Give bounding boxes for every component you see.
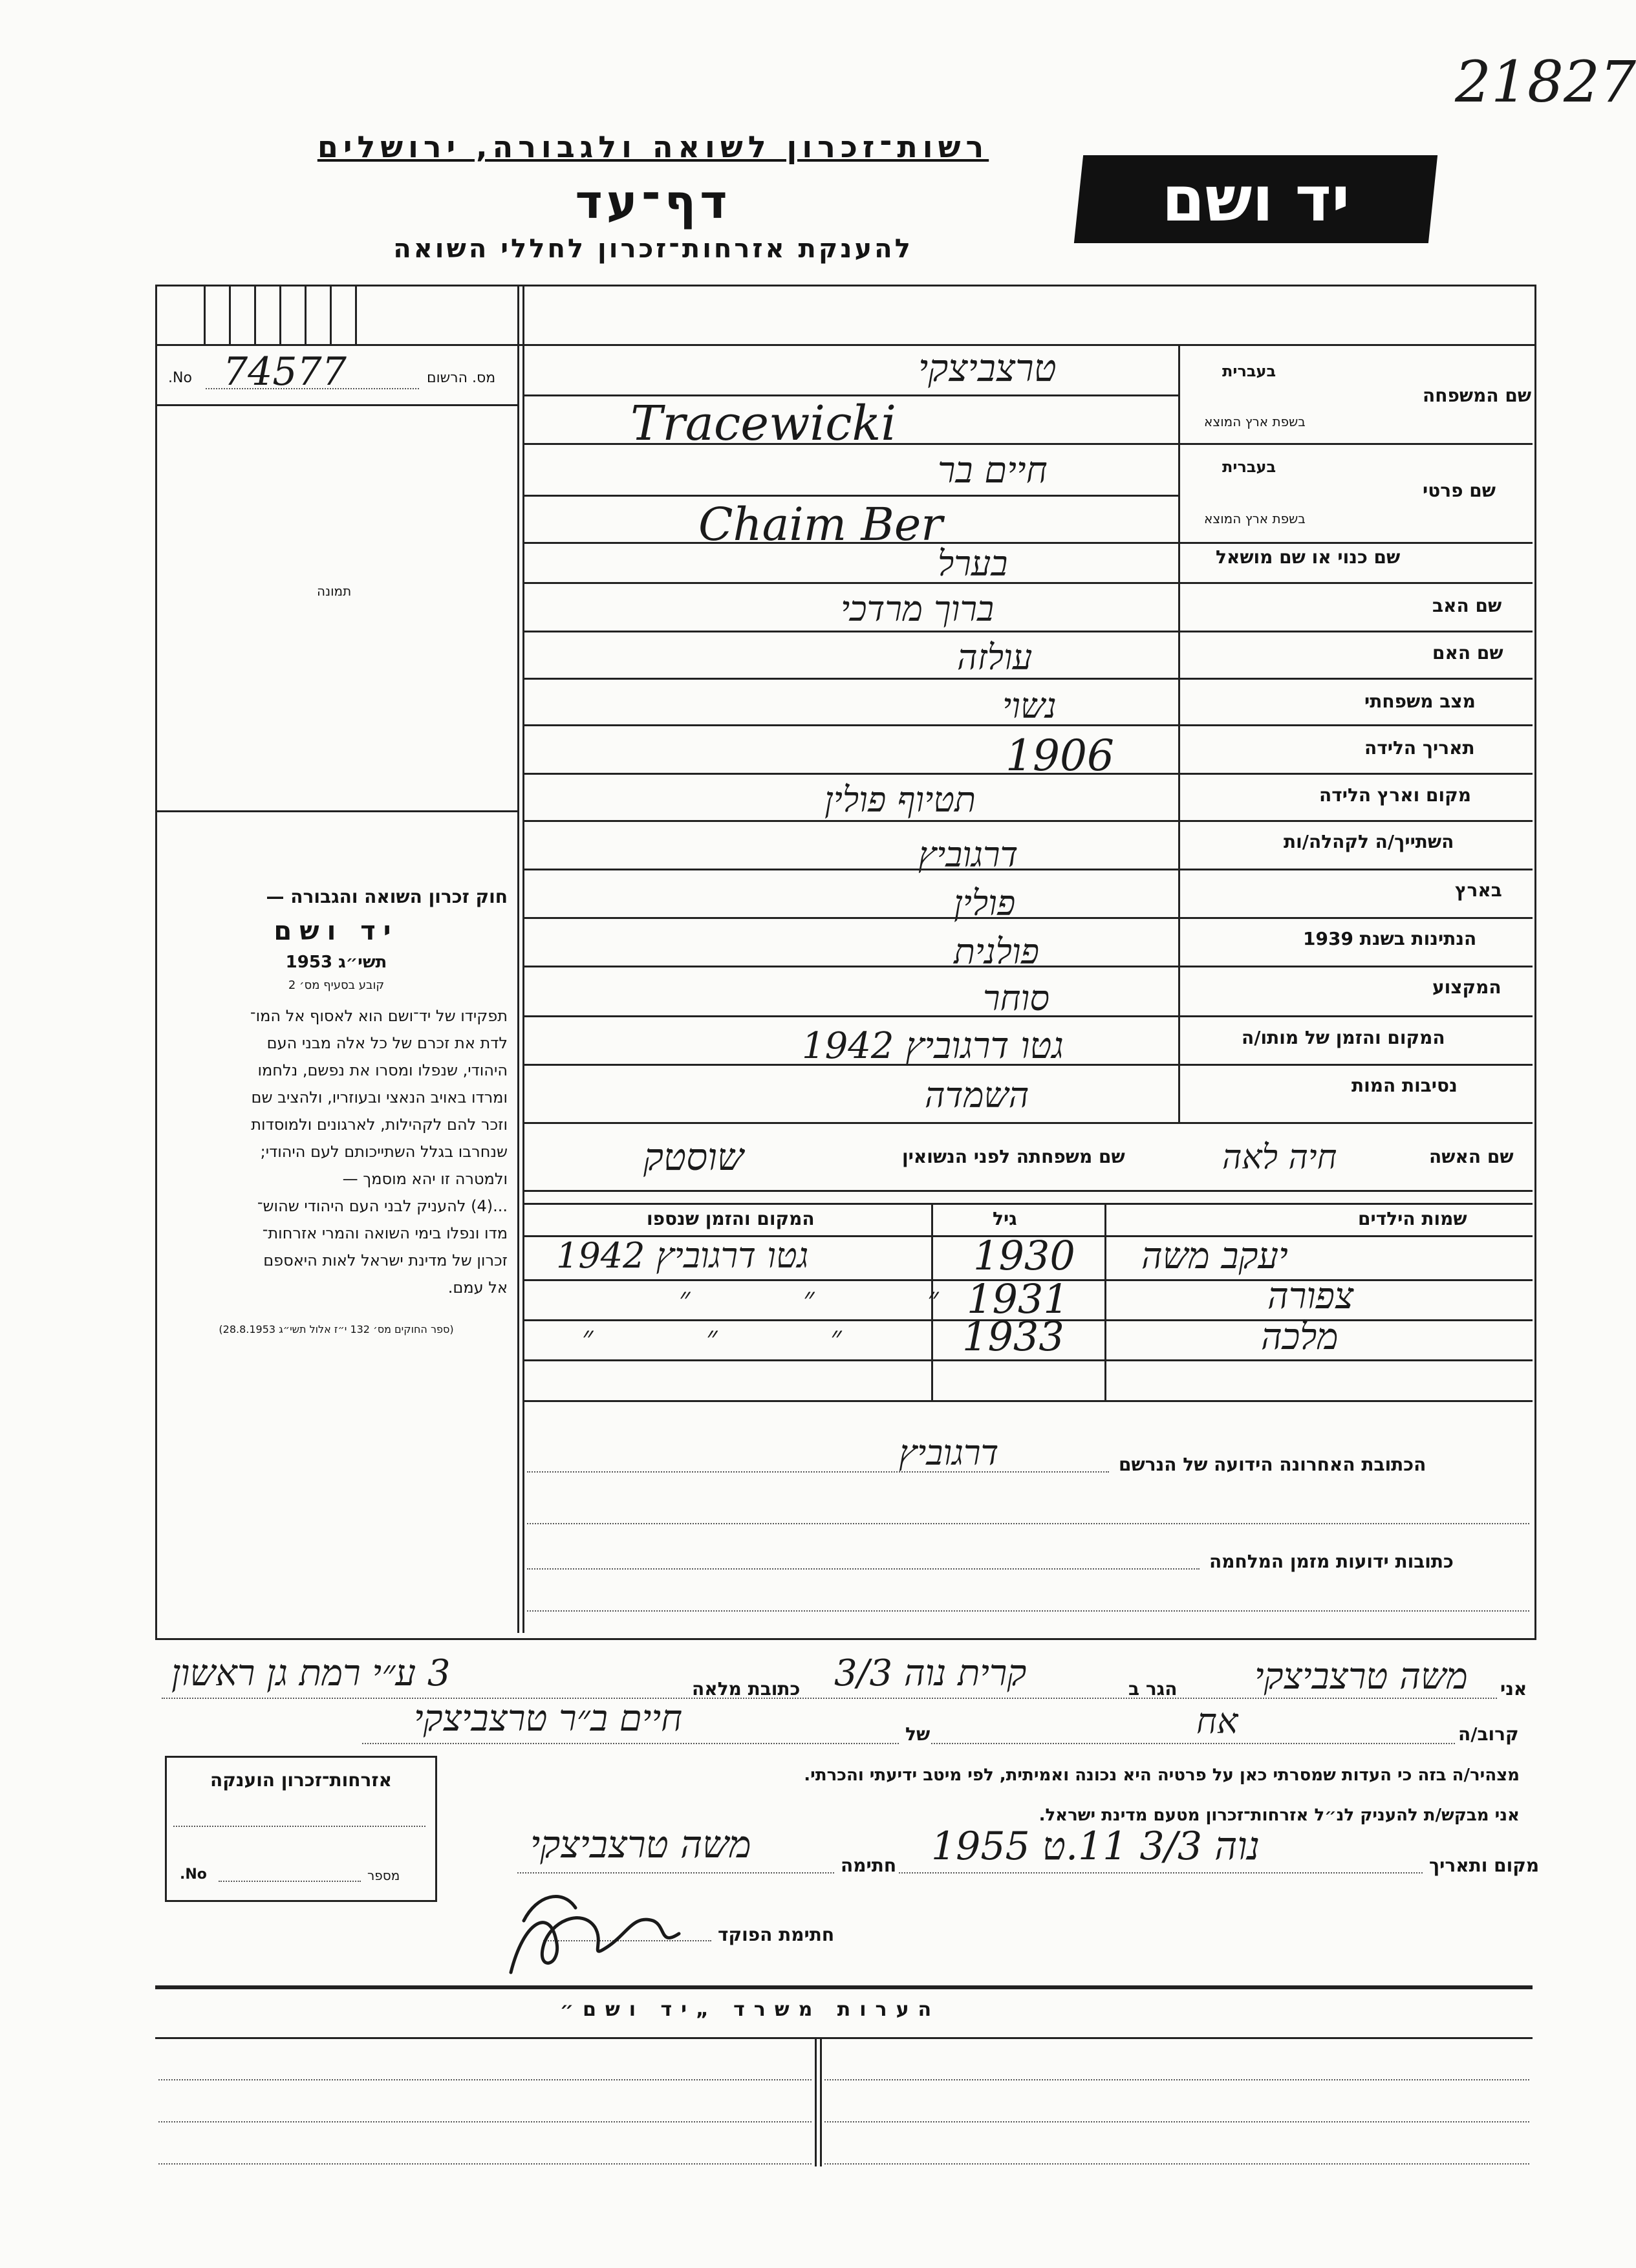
first-hebrew-label: בעברית [1222,458,1276,476]
law-year: תשי״ג 1953 [285,953,387,972]
children-place-header: המקום והזמן שנספו [647,1208,815,1229]
children-age-header: גיל [993,1208,1017,1229]
profession-label: המקצוע [1432,977,1501,998]
yad-vashem-logo [1074,155,1437,243]
birth-place-label: מקום וארץ הלידה [1319,784,1471,806]
law-line: זכרון של מדינת ישראל לאות היאספם [263,1251,508,1269]
death-cause-label: נסיבות המות [1351,1075,1458,1096]
first-origin-label: בשפת ארץ המוצא [1204,511,1306,526]
registration-label: מס. הרשום [427,370,496,386]
law-line: לדת את זכרם של כל אלה מבני העם [266,1034,508,1052]
child-name: יעקב משה [1141,1235,1288,1277]
declarant-name: משה טרצביצקי [1254,1656,1468,1698]
address-label: כתובת מלאה [692,1678,801,1700]
last-address-label: הכתובת האחרונה הידועה של הנרשם [1119,1454,1426,1475]
wife-value: חיה לאה [1222,1138,1337,1177]
law-line: וזכר להם לקהילות, לארגונים ולמוסדות [251,1116,508,1134]
signature-label: חתימה [841,1855,897,1876]
registration-number: 74577 [223,349,347,394]
family-name-label: שם המשפחה [1423,385,1532,406]
remarks-separator [155,1985,1533,1989]
child-age: 1933 [962,1313,1064,1360]
first-name-hebrew-value: חיים בר [938,449,1048,491]
remarks-area [155,2037,1533,2168]
children-names-header: שמות הילדים [1358,1208,1467,1229]
declaration-text: מצהיר/ה בזה כי העדות שמסרתי כאן על פרטיה היא נכונה ואמיתית, לפי מיטב ידיעתי והכרתי. [804,1766,1520,1785]
death-cause-value: השמדה [925,1075,1029,1116]
country-label: בארץ [1455,880,1502,901]
child-age: 1931 [967,1275,1069,1323]
law-line: ולמטרה זו יהא מוסמך — [342,1170,508,1188]
first-name-label: שם פרטי [1423,480,1496,501]
law-line: תפקידו של יד־ושם הוא לאסוף אל המו־ [250,1007,508,1025]
remarks-title: הערות משרד „יד ושם״ [559,1998,941,2021]
organization-line: רשות־זכרון לשואה ולגבורה, ירושלים [317,129,989,164]
citizenship-value: פולנית [954,931,1040,972]
marital-label: מצב משפחתי [1364,691,1476,712]
birth-date-value: 1906 [1006,731,1114,781]
wife-label: שם האשה [1429,1146,1514,1167]
of-value: חיים ב״ר טרצביצקי [414,1698,683,1740]
birth-place-value: תטיוף פולין [824,779,976,820]
law-text [165,886,508,1335]
law-body [165,1002,508,1301]
relation-value: אח [1196,1701,1238,1742]
marital-value: נשוי [1002,686,1057,726]
declarant-i-label: אני [1500,1678,1527,1700]
family-hebrew-label: בעברית [1222,362,1276,380]
resides-value: קרית נוה 3/3 [834,1652,1027,1694]
law-title: חוק זכרון השואה והגבורה — [266,886,508,907]
death-place-value: גטו דרגוביץ 1942 [802,1025,1064,1067]
law-line: מדו ונפלו בימי השואה והמרי אזרחות־ [262,1224,508,1242]
child-place: ״ ״ ״ [679,1280,991,1315]
birth-date-label: תאריך הלידה [1364,737,1475,759]
child-place: ״ ״ ״ [582,1319,894,1354]
child-place: גטו דרגוביץ 1942 [556,1235,809,1276]
memorial-box-title: אזרחות־זכרון הוענקה [210,1769,392,1791]
officer-signature-mark [498,1882,711,1985]
citizenship-label: הנתינות בשנת 1939 [1303,928,1477,949]
law-source: (ספר החוקים מס׳ 132 י״ז אלול תשי״ג 28.8.1953) [219,1323,454,1335]
wartime-addresses-label: כתובות ידועות מזמן המלחמה [1209,1551,1454,1572]
law-line: אל עמם. [447,1279,508,1297]
memorial-citizenship-box [165,1756,437,1902]
wife-maiden-label: שם משפחתה לפני הנשואין [902,1146,1125,1167]
archive-number: 21827 [1455,49,1636,115]
child-name: צפורה [1267,1275,1354,1317]
nickname-label: שם כנוי או שם מושאל [1216,546,1401,568]
place-date-label: מקום ותאריך [1429,1855,1540,1876]
wife-maiden-value: שוסטק [643,1135,744,1179]
law-line: היהודי, שנפלו ומסרו את נפשם, נלחמו [257,1061,508,1079]
form-title: דף־עד [575,175,731,229]
family-name-origin-value: Tracewicki [630,396,897,451]
memorial-number-label: מספר [367,1868,400,1883]
family-name-hebrew-value: טרצביצקי [918,346,1057,390]
profession-value: סוחר [983,978,1050,1019]
form-subtitle: להענקת אזרחות־זכרון לחללי השואה [393,234,913,264]
nickname-value: בערל [938,543,1008,584]
father-label: שם האב [1432,595,1502,616]
death-place-label: המקום והזמן של מותו/ה [1242,1027,1445,1048]
law-name: יד ושם [274,916,399,946]
request-text: אני מבקש/ת להעניק לנ״ל אזרחות־זכרון מטעם מדינת ישראל. [1039,1806,1520,1825]
of-label: של [905,1723,931,1745]
memorial-no-label: No. [180,1866,207,1883]
relation-label: קרוב/ה [1458,1723,1519,1745]
registration-no-label: No. [168,370,192,386]
community-label: השתייך/ה לקהלה/ות [1284,831,1454,852]
resides-label: הגר ב [1128,1678,1178,1700]
family-origin-label: בשפת ארץ המוצא [1204,414,1306,429]
place-date-value: נוה 3/3 11.ט 1955 [931,1824,1260,1869]
first-name-origin-value: Chaim Ber [698,498,943,551]
law-line: ...(4) להעניק לבני העם היהודי שהוש־ [257,1197,508,1215]
child-age: 1930 [973,1232,1075,1279]
declarant-signature: משה טרצביצקי [530,1822,751,1866]
last-address-value: דרגוביץ [899,1432,999,1473]
law-clause: קובע בסעיף מס׳ 2 [288,978,385,992]
father-value: ברוך מרדכי [841,589,995,629]
address-value: 3 ע״י רמת גן ראשון [171,1652,451,1694]
law-line: שנחרבו בגלל השתייכותם לעם היהודי; [260,1143,508,1161]
photo-label: תמונה [317,583,352,599]
country-value: פולין [954,883,1016,923]
child-name: מלכה [1261,1316,1339,1358]
law-line: ומרדו באויב הנאצי ובעוזריו, ולהציב שם [251,1088,508,1107]
officer-signature-label: חתימת הפוקד [718,1924,835,1945]
mother-value: עולזה [957,637,1033,678]
logo-text: יד ושם [1161,163,1350,235]
mother-label: שם האם [1432,642,1503,664]
community-value: דרגוביץ [918,834,1018,875]
